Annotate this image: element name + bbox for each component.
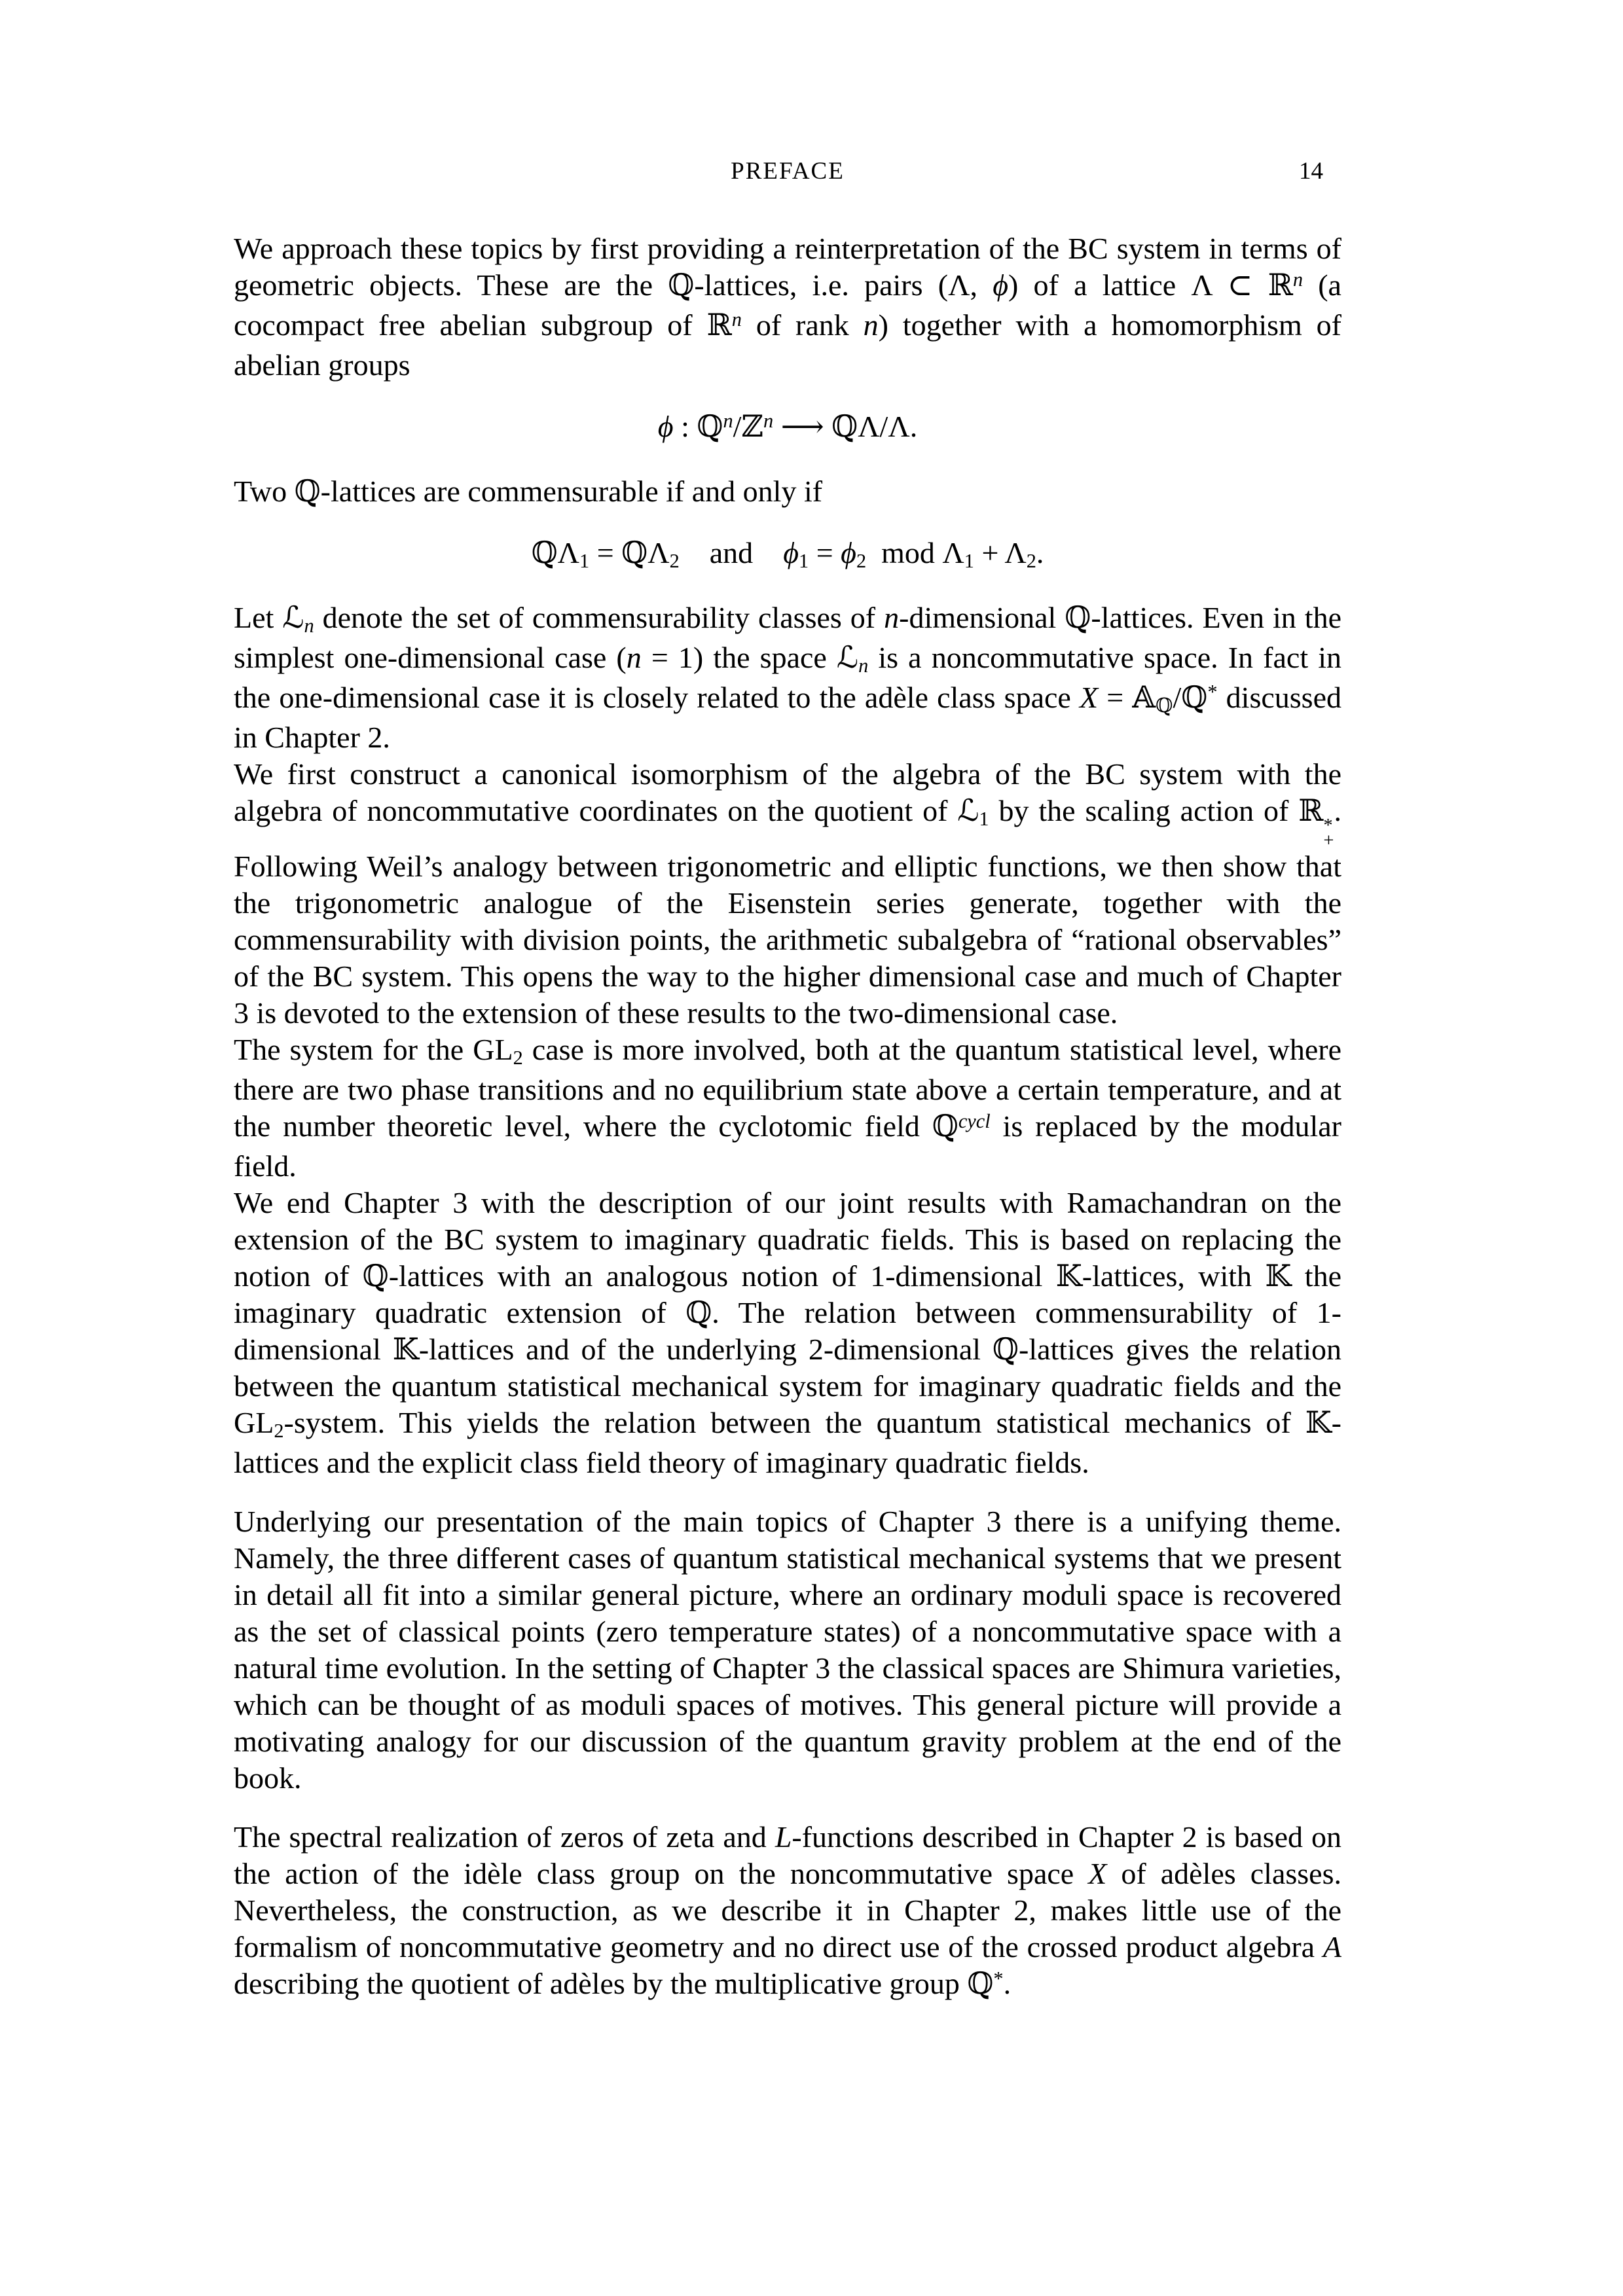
running-head-title: PREFACE — [731, 158, 845, 185]
paragraph: Two ℚ-lattices are commensurable if and only if — [234, 475, 823, 508]
page-number: 14 — [1299, 158, 1323, 185]
paragraph: Let ℒn denote the set of commensurability classes of n-dimensional ℚ-lattices. Even in the simplest one-dimensional case (n = 1) the space ℒn is a noncommutative space. In fact in the one-dimensional case it is closely related to the adèle class space X = 𝔸ℚ/ℚ* discussed in Chapter 2. — [234, 601, 1342, 754]
text-column — [234, 157, 1341, 2005]
paragraph: The spectral realization of zeros of zeta and L-functions described in Chapter 2 is based on the action of the idèle class group on the noncommutative space X of adèles classes. Nevertheless, the construction, as we describe it in Chapter 2, makes little use of the formalism of noncommutative geometry and no direct use of the crossed product algebra A describing the quotient of adèles by the multiplicative group ℚ*. — [234, 1820, 1341, 2001]
paragraph: We end Chapter 3 with the description of our joint results with Ramachandran on the extension of the BC system to imaginary quadratic fields. This is based on replacing the notion of ℚ-lattices with an analogous notion of 1-dimensional 𝕂-lattices, with 𝕂 the imaginary quadratic extension of ℚ. The relation between commensurability of 1-dimensional 𝕂-lattices and of the underlying 2-dimensional ℚ-lattices gives the relation between the quantum statistical mechanical system for imaginary quadratic fields and the GL2-system. This yields the relation between the quantum statistical mechanics of 𝕂-lattices and the explicit class field theory of imaginary quadratic fields. — [234, 1186, 1341, 1480]
paragraph: We approach these topics by first providing a reinterpretation of the BC system in terms of geometric objects. These are the ℚ-lattices, i.e. pairs (Λ, ϕ) of a lattice Λ ⊂ ℝ$^n$ (a cocompact free abelian subgroup of ℝ$^n$ of rank n) together with a homomorphism of abelian groups — [234, 232, 1341, 382]
display-equation: ϕ : ℚ$^n$/ℤ$^n$ ⟶ ℚΛ/Λ. — [657, 410, 918, 443]
paragraph: Underlying our presentation of the main topics of Chapter 3 there is a unifying theme. Namely, the three different cases of quantum statistical mechanical systems that we present in detail all fit into a similar general picture, where an ordinary moduli space is recovered as the set of classical points (zero temperature states) of a noncommutative space with a natural time evolution. In the setting of Chapter 3 the classical spaces are Shimura varieties, which can be thought of as moduli spaces of motives. This general picture will provide a motivating analogy for our discussion of the quantum gravity problem at the end of the book. — [234, 1505, 1341, 1795]
paragraph: We first construct a canonical isomorphism of the algebra of the BC system with the algebra of noncommutative coordinates on the quotient of ℒ1 by the scaling action of ℝ * + . Following Weil’s analogy between trigonometric and elliptic functions, we then show that the trigonometric analogue of the Eisenstein series generate, together with the commensurability with division points, the arithmetic subalgebra of “rational observables” of the BC system. This opens the way to the higher dimensional case and much of Chapter 3 is devoted to the extension of these results to the two-dimensional case. — [234, 757, 1342, 1030]
display-equation: ℚΛ1 = ℚΛ2 and ϕ1 = ϕ2 mod Λ1 + Λ2. — [531, 536, 1044, 572]
running-head — [234, 157, 1341, 188]
page-body — [234, 230, 1341, 2005]
paragraph: The system for the GL2 case is more involved, both at the quantum statistical level, where there are two phase transitions and no equilibrium state above a certain temperature, and at the number theoretic level, where the cyclotomic field ℚ$^{cycl}$ is replaced by the modular field. — [234, 1033, 1342, 1183]
